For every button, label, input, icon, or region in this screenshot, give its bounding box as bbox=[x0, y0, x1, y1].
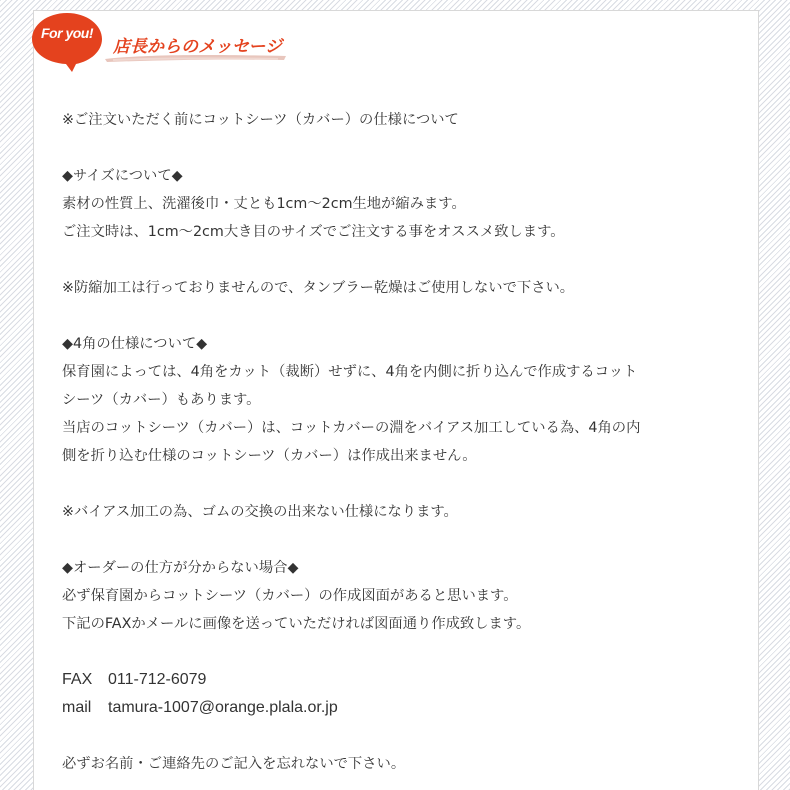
for-you-badge bbox=[30, 11, 104, 73]
bias-note: ※バイアス加工の為、ゴムの交換の出来ない仕様になります。 bbox=[62, 504, 458, 520]
corners-line: 当店のコットシーツ（カバー）は、コットカバーの淵をバイアス加工している為、4角の内 bbox=[62, 420, 641, 436]
closing-note: 必ずお名前・ご連絡先のご記入を忘れないで下さい。 bbox=[62, 756, 406, 772]
fax-row bbox=[62, 666, 742, 694]
fax-label: FAX bbox=[62, 671, 93, 688]
size-heading: ◆サイズについて◆ bbox=[62, 168, 183, 184]
notice-intro: ※ご注文いただく前にコットシーツ（カバー）の仕様について bbox=[62, 112, 459, 128]
corners-line: シーツ（カバー）もあります。 bbox=[62, 392, 261, 408]
mail-row bbox=[62, 694, 742, 722]
order-line: 下記のFAXかメールに画像を送っていただければ図面通り作成致します。 bbox=[62, 616, 531, 632]
message-body bbox=[62, 106, 742, 790]
intro-paragraph bbox=[62, 106, 742, 134]
badge-label: For you! bbox=[41, 25, 93, 41]
size-line: ご注文時は、1cm〜2cm大き目のサイズでご注文する事をオススメ致します。 bbox=[62, 224, 565, 240]
size-section bbox=[62, 162, 742, 246]
contact-section bbox=[62, 666, 742, 722]
corners-heading: ◆4角の仕様について◆ bbox=[62, 336, 208, 352]
header-title: 店長からのメッセージ bbox=[113, 37, 282, 57]
bias-note-paragraph bbox=[62, 498, 742, 526]
speech-bubble-icon bbox=[30, 11, 104, 73]
corners-line: 側を折り込む仕様のコットシーツ（カバー）は作成出来ません。 bbox=[62, 448, 477, 464]
shrink-note-paragraph bbox=[62, 274, 742, 302]
mail-address: tamura-1007@orange.plala.or.jp bbox=[108, 699, 338, 716]
order-line: 必ず保育園からコットシーツ（カバー）の作成図面があると思います。 bbox=[62, 588, 518, 604]
closing-paragraph bbox=[62, 750, 742, 778]
size-line: 素材の性質上、洗濯後巾・丈とも1cm〜2cm生地が縮みます。 bbox=[62, 196, 466, 212]
fax-number: 011-712-6079 bbox=[108, 671, 207, 688]
order-section bbox=[62, 554, 742, 638]
corners-line: 保育園によっては、4角をカット（裁断）せずに、4角を内側に折り込んで作成するコット bbox=[62, 364, 638, 380]
mail-label: mail bbox=[62, 699, 92, 716]
corners-section bbox=[62, 330, 742, 470]
shrink-note: ※防縮加工は行っておりませんので、タンブラー乾燥はご使用しないで下さい。 bbox=[62, 280, 575, 296]
order-heading: ◆オーダーの仕方が分からない場合◆ bbox=[62, 560, 299, 576]
